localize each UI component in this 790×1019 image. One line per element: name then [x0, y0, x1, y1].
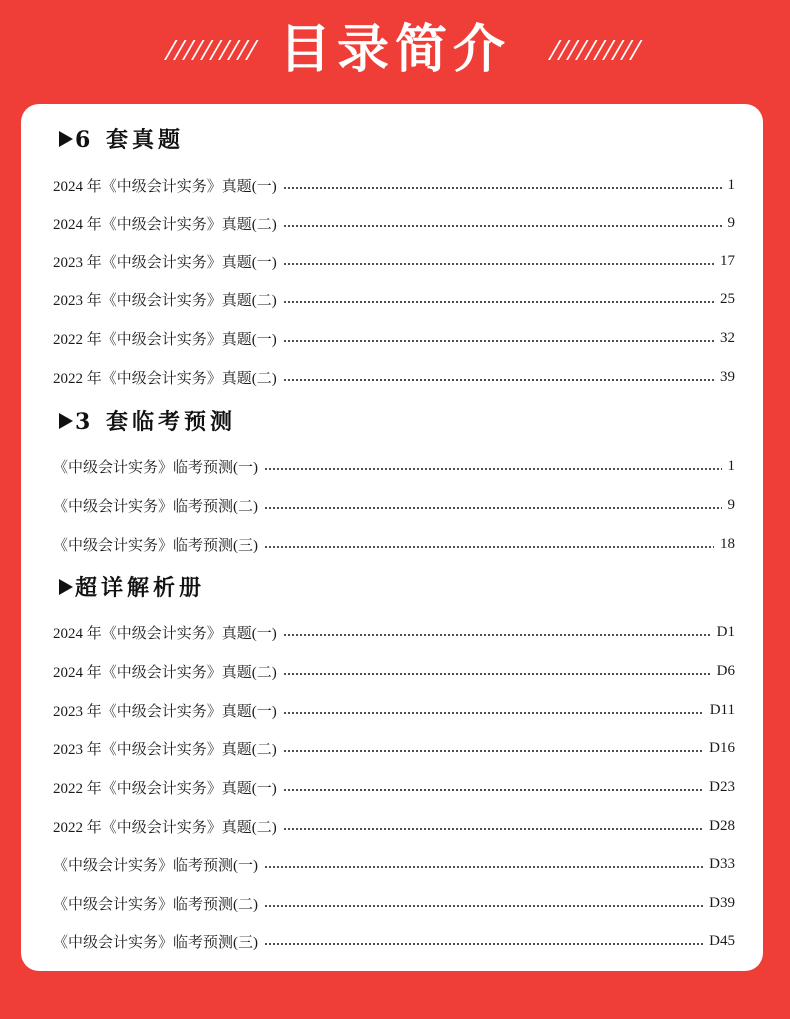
toc-entry[interactable]: [53, 493, 735, 517]
dot-leader: [283, 828, 703, 830]
dot-leader: [264, 943, 703, 945]
toc-entry-page: 1: [727, 457, 735, 474]
toc-entry-title: 2022 年《中级会计实务》真题(二): [53, 819, 277, 836]
toc-entry[interactable]: [53, 852, 735, 876]
toc-entry-page: D39: [709, 894, 735, 911]
toc-entry[interactable]: [53, 532, 735, 556]
toc-entry-page: 9: [727, 214, 735, 231]
toc-entry-page: 18: [720, 535, 735, 552]
toc-entry-title: 2024 年《中级会计实务》真题(二): [53, 216, 277, 233]
decorative-hatch-right: [538, 40, 634, 60]
toc-entry-title: 2024 年《中级会计实务》真题(二): [53, 664, 277, 681]
toc-entry[interactable]: [53, 814, 735, 838]
toc-entry-page: D16: [709, 739, 735, 756]
section-heading-text: 6 套真题: [75, 127, 184, 153]
toc-entry[interactable]: [53, 659, 735, 683]
header-banner: [0, 0, 790, 104]
toc-entry-page: 39: [720, 368, 735, 385]
toc-entry[interactable]: [53, 365, 735, 389]
page-title: 目录简介: [278, 20, 511, 80]
toc-entry-title: 《中级会计实务》临考预测(一): [53, 459, 258, 476]
toc-entry[interactable]: [53, 326, 735, 350]
toc-entry-title: 2024 年《中级会计实务》真题(一): [53, 625, 277, 642]
toc-entry-title: 2023 年《中级会计实务》真题(一): [53, 254, 277, 271]
toc-entry[interactable]: [53, 929, 735, 953]
toc-entry[interactable]: [53, 775, 735, 799]
toc-entry-title: 2024 年《中级会计实务》真题(一): [53, 178, 277, 195]
triangle-bullet-icon: [59, 413, 73, 429]
toc-entry[interactable]: [53, 736, 735, 760]
dot-leader: [283, 340, 714, 342]
section-heading-solutions: [59, 572, 205, 604]
toc-entry-page: D1: [716, 623, 735, 640]
dot-leader: [283, 379, 714, 381]
triangle-bullet-icon: [59, 579, 73, 595]
toc-entry-title: 2022 年《中级会计实务》真题(一): [53, 331, 277, 348]
toc-entry-title: 《中级会计实务》临考预测(二): [53, 896, 258, 913]
toc-entry-page: D23: [709, 778, 735, 795]
toc-entry[interactable]: [53, 287, 735, 311]
section-heading-text: 3 套临考预测: [75, 409, 236, 435]
toc-entry-page: D6: [716, 662, 735, 679]
toc-entry-title: 2023 年《中级会计实务》真题(二): [53, 741, 277, 758]
dot-leader: [283, 263, 714, 265]
section-heading-real-exams: [59, 124, 184, 156]
dot-leader: [264, 546, 714, 548]
dot-leader: [283, 301, 714, 303]
toc-entry[interactable]: [53, 249, 735, 273]
toc-entry-title: 《中级会计实务》临考预测(一): [53, 857, 258, 874]
toc-entry-page: 1: [727, 176, 735, 193]
toc-card: [21, 104, 763, 971]
toc-entry-title: 2022 年《中级会计实务》真题(一): [53, 780, 277, 797]
toc-entry-title: 《中级会计实务》临考预测(三): [53, 934, 258, 951]
toc-entry-title: 2023 年《中级会计实务》真题(二): [53, 292, 277, 309]
dot-leader: [283, 789, 703, 791]
dot-leader: [283, 187, 722, 189]
dot-leader: [283, 225, 722, 227]
dot-leader: [283, 712, 704, 714]
section-heading-text: 超详解析册: [75, 575, 206, 601]
dot-leader: [264, 866, 703, 868]
toc-entry[interactable]: [53, 620, 735, 644]
toc-entry-title: 2022 年《中级会计实务》真题(二): [53, 370, 277, 387]
toc-entry[interactable]: [53, 211, 735, 235]
section-heading-mock-exams: [59, 406, 236, 438]
toc-entry-page: 25: [720, 290, 735, 307]
triangle-bullet-icon: [59, 131, 73, 147]
toc-entry-title: 《中级会计实务》临考预测(三): [53, 537, 258, 554]
toc-entry-title: 《中级会计实务》临考预测(二): [53, 498, 258, 515]
toc-entry-page: D28: [709, 817, 735, 834]
toc-entry[interactable]: [53, 698, 735, 722]
toc-entry[interactable]: [53, 454, 735, 478]
toc-entry-page: D33: [709, 855, 735, 872]
dot-leader: [264, 905, 703, 907]
dot-leader: [264, 507, 722, 509]
dot-leader: [264, 468, 722, 470]
toc-entry[interactable]: [53, 891, 735, 915]
toc-entry-page: 17: [720, 252, 735, 269]
dot-leader: [283, 673, 711, 675]
toc-entry-page: 32: [720, 329, 735, 346]
toc-entry-page: D45: [709, 932, 735, 949]
dot-leader: [283, 750, 703, 752]
toc-entry-page: 9: [727, 496, 735, 513]
toc-entry-title: 2023 年《中级会计实务》真题(一): [53, 703, 277, 720]
toc-entry-page: D11: [709, 701, 735, 718]
toc-entry[interactable]: [53, 173, 735, 197]
dot-leader: [283, 634, 711, 636]
